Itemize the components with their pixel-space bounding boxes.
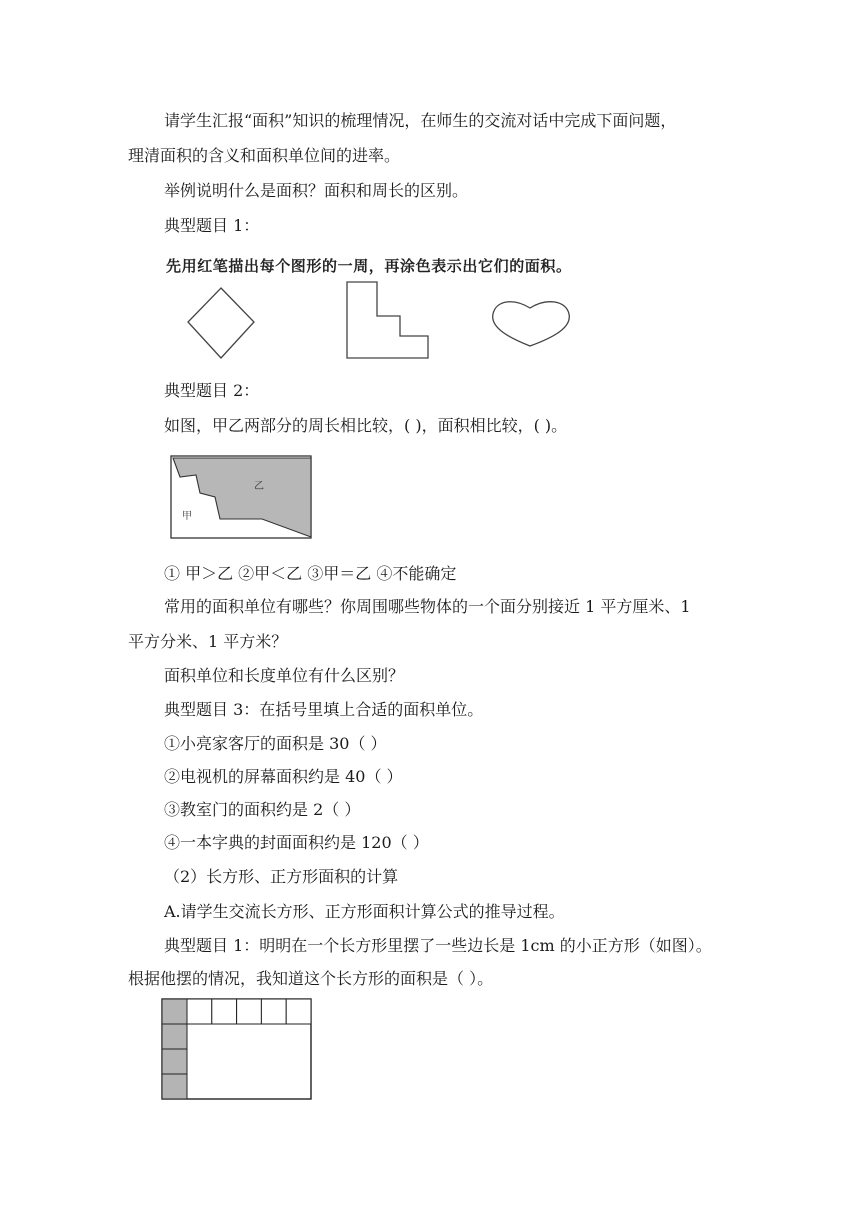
label-jia: 甲 [182,511,192,522]
exercise-4-title: 典型题目 1：明明在一个长方形里摆了一些边长是 1cm 的小正方形（如图）。 [164,936,712,955]
left-column-squares [162,1024,187,1099]
paragraph-unit-difference: 面积单位和长度单位有什么区别？ [164,666,405,685]
l-shape [347,282,428,358]
exercise-1-title: 典型题目 1： [164,216,260,235]
diamond-shape [188,288,254,358]
exercise-3-q1: ①小亮家客厅的面积是 30（ ） [164,734,387,753]
section-a: A.请学生交流长方形、正方形面积计算公式的推导过程。 [164,902,565,921]
exercise-3-title: 典型题目 3：在括号里填上合适的面积单位。 [164,700,484,719]
section-2-heading: （2）长方形、正方形面积的计算 [164,867,399,886]
exercise-4-figure [160,998,314,1102]
paragraph-report: 请学生汇报“面积”知识的梳理情况，在师生的交流对话中完成下面问题， [164,111,677,130]
exercise-2-question: 如图，甲乙两部分的周长相比较，( )，面积相比较，( )。 [164,416,568,435]
exercise-1-instruction: 先用红笔描出每个图形的一周，再涂色表示出它们的面积。 [166,257,572,275]
top-row-squares [187,999,311,1024]
exercise-3-q2: ②电视机的屏幕面积约是 40（ ） [164,767,403,786]
paragraph-area-meaning: 举例说明什么是面积？面积和周长的区别。 [164,181,469,200]
paragraph-units-cont: 平方分米、1 平方米？ [128,632,288,651]
exercise-4-question: 根据他摆的情况，我知道这个长方形的面积是（ ）。 [128,969,494,988]
heart-shape [493,302,570,346]
exercise-2-figure [170,455,315,541]
paragraph-units: 常用的面积单位有哪些？你周围哪些物体的一个面分别接近 1 平方厘米、1 [164,597,691,616]
exercise-1-figure [180,278,580,368]
exercise-2-options: ① 甲＞乙 ②甲＜乙 ③甲＝乙 ④不能确定 [164,564,457,583]
label-yi: 乙 [254,481,264,492]
exercise-2-title: 典型题目 2： [164,381,260,400]
paragraph-report-cont: 理清面积的含义和面积单位间的进率。 [128,146,401,165]
exercise-3-q3: ③教室门的面积约是 2（ ） [164,800,361,819]
exercise-3-q4: ④一本字典的封面面积约是 120（ ） [164,833,429,852]
top-squares [162,999,187,1024]
